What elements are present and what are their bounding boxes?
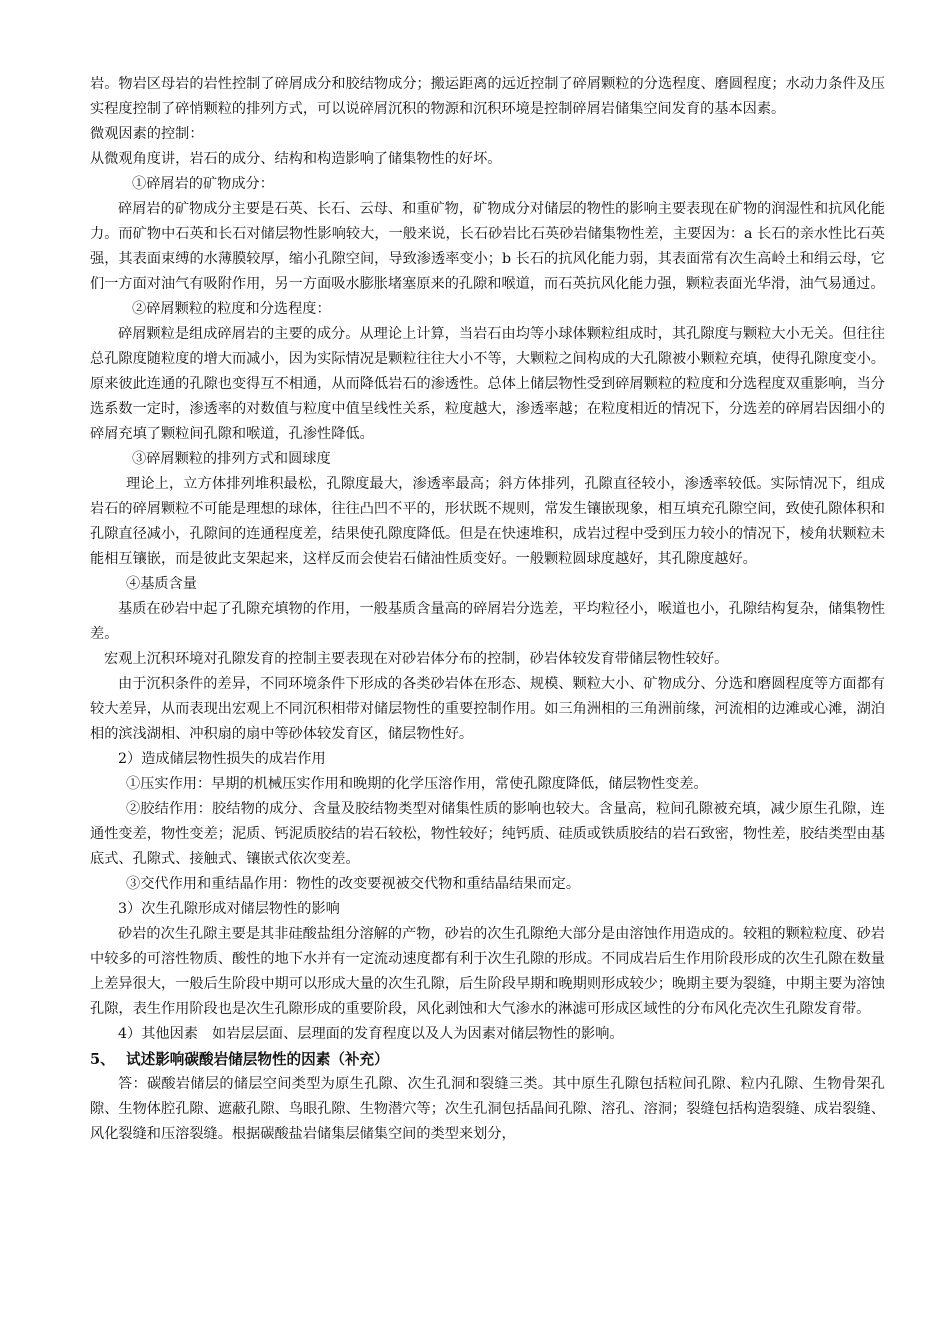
subheading-grain-size-sorting: ②碎屑颗粒的粒度和分选程度： [132,301,331,317]
paragraph-answer: 答：碳酸岩储层的储层空间类型为原生孔隙、次生孔洞和裂缝三类。其中原生孔隙包括粒间孔隙、粒内孔隙、生物骨架孔隙、生物体腔孔隙、遮蔽孔隙、鸟眼孔隙、生物潜穴等；次生孔洞包括晶间孔隙、溶孔、溶洞；裂缝包括构造裂缝、成岩裂缝、风化裂缝和压溶裂缝。根据碳酸盐岩储集层储集空间的类型来划分， [90,1076,885,1142]
paragraph-micro-factors-title: 微观因素的控制： [90,126,204,142]
subheading-mineral-composition: ①碎屑岩的矿物成分： [132,176,274,192]
paragraph-cementation: ②胶结作用：胶结物的成分、含量及胶结物类型对储集性质的影响也较大。含量高，粒间孔隙被充填，减少原生孔隙，连通性变差，物性变差；泥质、钙泥质胶结的岩石较松，物性较好；纯钙质、硅质或铁质胶结的岩石致密，物性差，胶结类型由基底式、孔隙式、接触式、镶嵌式依次变差。 [90,801,885,867]
subheading-secondary-pores: 3）次生孔隙形成对储层物性的影响 [118,901,340,917]
subheading-matrix-content: ④基质含量 [126,576,197,592]
paragraph-micro-intro: 从微观角度讲，岩石的成分、结构和构造影响了储集物性的好坏。 [90,151,502,167]
paragraph-other-factors: 4）其他因素 如岩层层面、层理面的发育程度以及人为因素对储层物性的影响。 [118,1026,624,1042]
subheading-grain-arrangement: ③碎屑颗粒的排列方式和圆球度 [132,451,331,467]
paragraph-macro-environment: 宏观上沉积环境对孔隙发育的控制主要表现在对砂岩体分布的控制，砂岩体较发育带储层物性较好。 [104,651,729,667]
paragraph-matrix-content: 基质在砂岩中起了孔隙充填物的作用，一般基质含量高的碎屑岩分选差，平均粒径小，喉道也小，孔隙结构复杂，储集物性差。 [90,601,885,642]
paragraph-sedimentary-facies: 由于沉积条件的差异，不同环境条件下形成的各类砂岩体在形态、规模、颗粒大小、矿物成分、分选和磨圆程度等方面都有较大差异，从而表现出宏观上不同沉积相带对储层物性的重要控制作用。如三角洲相的三角洲前缘，河流相的边滩或心滩，湖泊相的滨浅湖相、冲积扇的扇中等砂体较发育区，储层物性好。 [90,676,885,742]
section-heading-text: 试述影响碳酸岩储层物性的因素（补充） [126,1051,389,1068]
paragraph-secondary-pores: 砂岩的次生孔隙主要是其非硅酸盐组分溶解的产物，砂岩的次生孔隙绝大部分是由溶蚀作用造成的。较粗的颗粒粒度、砂岩中较多的可溶性物质、酸性的地下水并有一定流动速度都有利于次生孔隙的形成。不同成岩后生作用阶段形成的次生孔隙在数量上差异很大，一般后生阶段中期可以形成大量的次生孔隙，后生阶段早期和晚期则形成较少；晚期主要为裂缝，中期主要为溶蚀孔隙，表生作用阶段也是次生孔隙形成的重要阶段，风化剥蚀和大气渗水的淋滤可形成区域性的分布风化壳次生孔隙发育带。 [90,926,885,1017]
paragraph-mineral-composition: 碎屑岩的矿物成分主要是石英、长石、云母、和重矿物，矿物成分对储层的物性的影响主要表现在矿物的润湿性和抗风化能力。而矿物中石英和长石对储层物性影响较大，一般来说，长石砂岩比石英砂岩储集物性差，主要因为：a 长石的亲水性比石英强，其表面束缚的水薄膜较厚，缩小孔隙空间，导致渗透率变小；b 长石的抗风化能力弱，其表面常有次生高岭土和绢云母，它们一方面对油气有吸附作用，另一方面吸水膨胀堵塞原来的孔隙和喉道，而石英抗风化能力强，颗粒表面光华滑，油气易通过。 [90,201,885,292]
paragraph-compaction: ①压实作用：早期的机械压实作用和晚期的化学压溶作用，常使孔隙度降低，储层物性变差。 [126,776,708,792]
section-heading [90,1047,885,1072]
paragraph-grain-arrangement: 理论上，立方体排列堆积最松，孔隙度最大，渗透率最高；斜方体排列，孔隙直径较小，渗透率较低。实际情况下，组成岩石的碎屑颗粒不可能是理想的球体，往往凸凹不平的，形状既不规则，常发生镶嵌现象，相互填充孔隙空间，致使孔隙体积和孔隙直径减小，孔隙间的连通程度差，结果使孔隙度降低。但是在快速堆积，成岩过程中受到压力较小的情况下，棱角状颗粒未能相互镶嵌，而是彼此支架起来，这样反而会使岩石储油性质变好。一般颗粒圆球度越好，其孔隙度越好。 [90,476,885,567]
document-page [90,72,885,1147]
section-heading-number: 5、 [90,1051,115,1068]
paragraph-replacement: ③交代作用和重结晶作用：物性的改变要视被交代物和重结晶结果而定。 [126,876,581,892]
subheading-diagenesis: 2）造成储层物性损失的成岩作用 [118,751,326,767]
paragraph-source-control: 岩。物岩区母岩的岩性控制了碎屑成分和胶结物成分；搬运距离的远近控制了碎屑颗粒的分选程度、磨圆程度；水动力条件及压实程度控制了碎悄颗粒的排列方式，可以说碎屑沉积的物源和沉积环境是控制碎屑岩储集空间发育的基本因素。 [90,76,885,117]
paragraph-grain-size-sorting: 碎屑颗粒是组成碎屑岩的主要的成分。从理论上计算，当岩石由均等小球体颗粒组成时，其孔隙度与颗粒大小无关。但往往总孔隙度随粒度的增大而减小，因为实际情况是颗粒往往大小不等，大颗粒之间构成的大孔隙被小颗粒充填，使得孔隙度变小。原来彼此连通的孔隙也变得互不相通，从而降低岩石的渗透性。总体上储层物性受到碎屑颗粒的粒度和分选程度双重影响，当分选系数一定时，渗透率的对数值与粒度中值呈线性关系，粒度越大，渗透率越；在粒度相近的情况下，分选差的碎屑岩因细小的碎屑充填了颗粒间孔隙和喉道，孔渗性降低。 [90,326,885,442]
